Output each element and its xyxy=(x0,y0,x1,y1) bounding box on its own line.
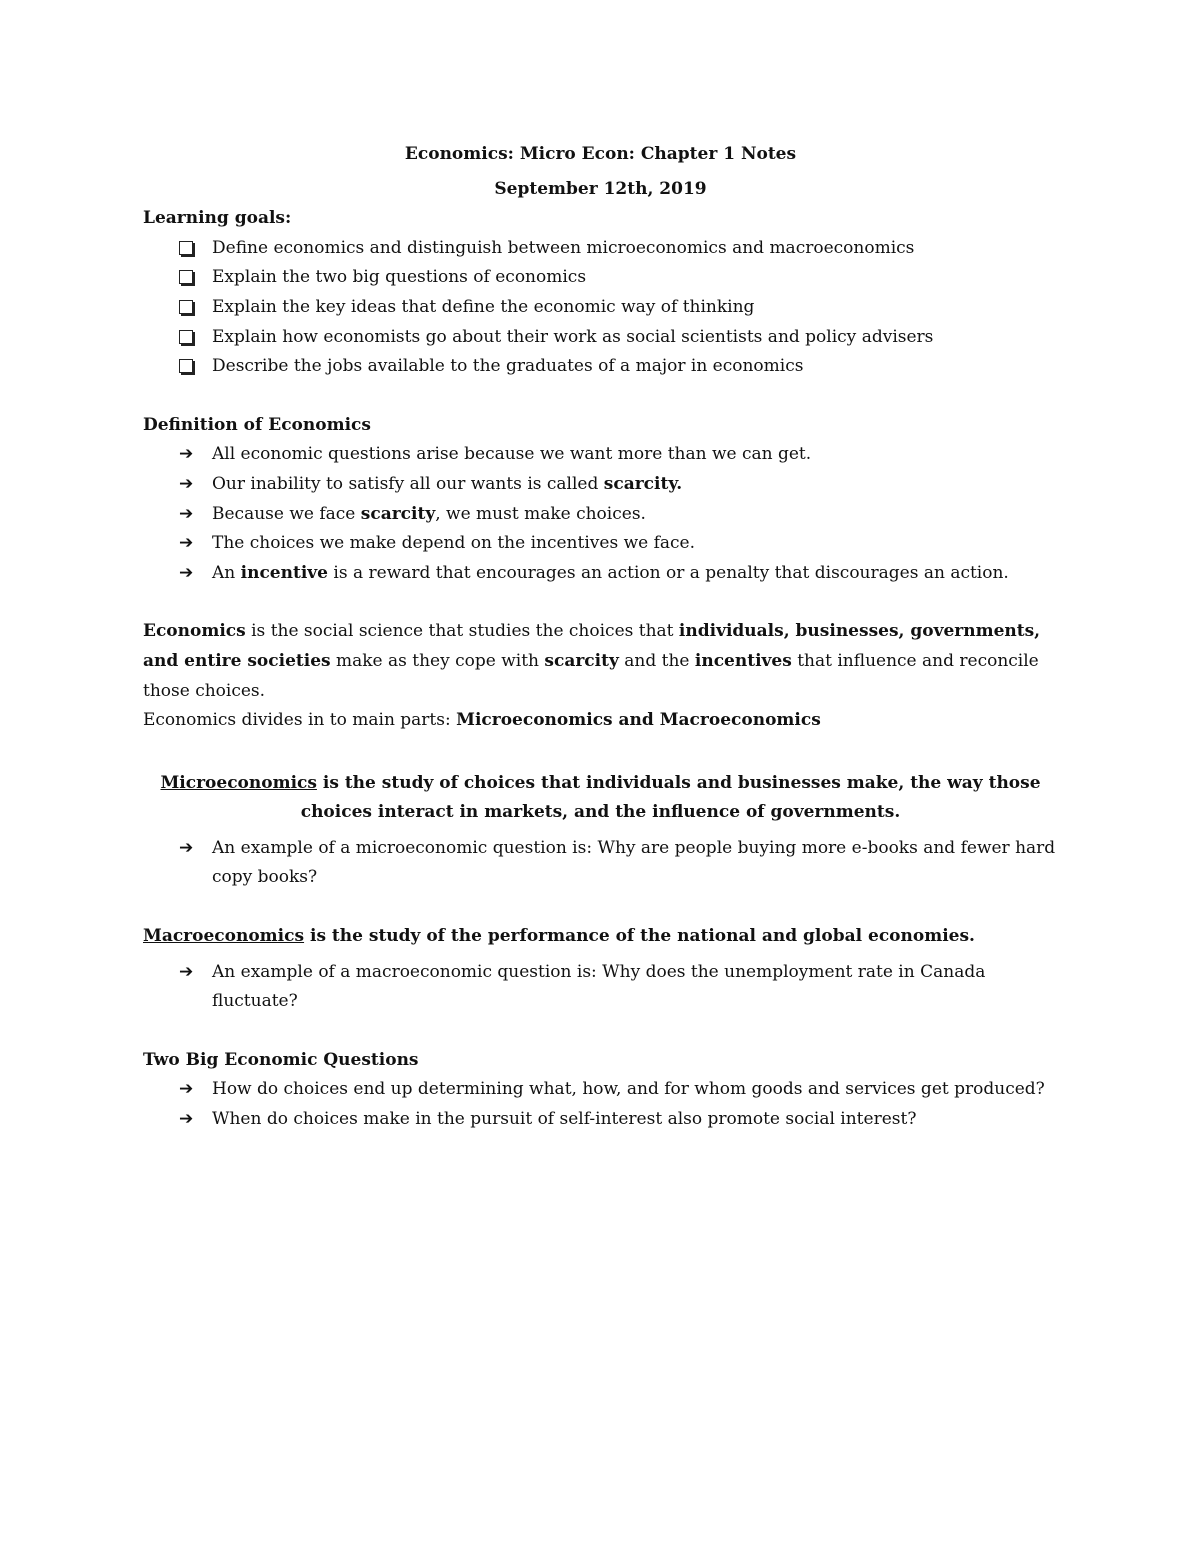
big-questions-list xyxy=(143,1075,1058,1134)
list-item: Define economics and distinguish between microeconomics and macroeconomics xyxy=(143,234,1058,264)
learning-goals-heading: Learning goals: xyxy=(143,208,292,229)
right-arrow-icon: ➔ xyxy=(179,1109,194,1130)
list-item: ➔ An example of a microeconomic question is: Why are people buying more e-books and fewer hard copy books? xyxy=(143,834,1058,893)
macroeconomics-example-list xyxy=(143,958,1058,1017)
list-item: ➔ An incentive is a reward that encourages an action or a penalty that discourages an action. xyxy=(143,559,1058,589)
definition-heading: Definition of Economics xyxy=(143,414,371,435)
list-item: ➔ Because we face scarcity, we must make choices. xyxy=(143,500,1058,530)
list-item: ➔ How do choices end up determining what, how, and for whom goods and services get produced? xyxy=(143,1075,1058,1105)
right-arrow-icon: ➔ xyxy=(179,473,194,494)
list-item: ➔ The choices we make depend on the incentives we face. xyxy=(143,529,1058,559)
list-item: ➔ Our inability to satisfy all our wants is called scarcity. xyxy=(143,470,1058,500)
document-date: September 12th, 2019 xyxy=(494,178,707,199)
big-questions-heading: Two Big Economic Questions xyxy=(143,1049,419,1070)
right-arrow-icon: ➔ xyxy=(179,444,194,465)
right-arrow-icon: ➔ xyxy=(179,1079,194,1100)
list-item: Explain the two big questions of economics xyxy=(143,263,1058,293)
document-content xyxy=(143,140,1058,1135)
right-arrow-icon: ➔ xyxy=(179,961,194,982)
macroeconomics-definition: Macroeconomics is the study of the performance of the national and global economies. xyxy=(143,926,975,947)
right-arrow-icon: ➔ xyxy=(179,837,194,858)
list-item: Describe the jobs available to the graduates of a major in economics xyxy=(143,352,1058,382)
checkbox-icon xyxy=(179,270,193,284)
list-item: Explain the key ideas that define the economic way of thinking xyxy=(143,293,1058,323)
economics-definition-paragraph: Economics is the social science that studies the choices that individuals, businesses, governments, and entire societies make as they cope with scarcity and the incentives that influence and reconcile those choices. xyxy=(143,621,1041,701)
list-item: Explain how economists go about their work as social scientists and policy advisers xyxy=(143,323,1058,353)
learning-goals-list xyxy=(143,234,1058,382)
right-arrow-icon: ➔ xyxy=(179,562,194,583)
checkbox-icon xyxy=(179,241,193,255)
definition-list xyxy=(143,440,1058,588)
checkbox-icon xyxy=(179,300,193,314)
list-item: ➔ When do choices make in the pursuit of self-interest also promote social interest? xyxy=(143,1105,1058,1135)
document-title: Economics: Micro Econ: Chapter 1 Notes xyxy=(404,144,797,164)
right-arrow-icon: ➔ xyxy=(179,503,194,524)
list-item: ➔ An example of a macroeconomic question is: Why does the unemployment rate in Canada fluctuate? xyxy=(143,958,1058,1017)
right-arrow-icon: ➔ xyxy=(179,533,194,554)
checkbox-icon xyxy=(179,330,193,344)
microeconomics-example-list xyxy=(143,834,1058,893)
economics-divides-paragraph: Economics divides in to main parts: Microeconomics and Macroeconomics xyxy=(143,710,821,731)
list-item: ➔ All economic questions arise because we want more than we can get. xyxy=(143,440,1058,470)
microeconomics-definition: Microeconomics is the study of choices that individuals and businesses make, the way those choices interact in markets, and the influence of governments. xyxy=(160,772,1041,823)
checkbox-icon xyxy=(179,359,193,373)
